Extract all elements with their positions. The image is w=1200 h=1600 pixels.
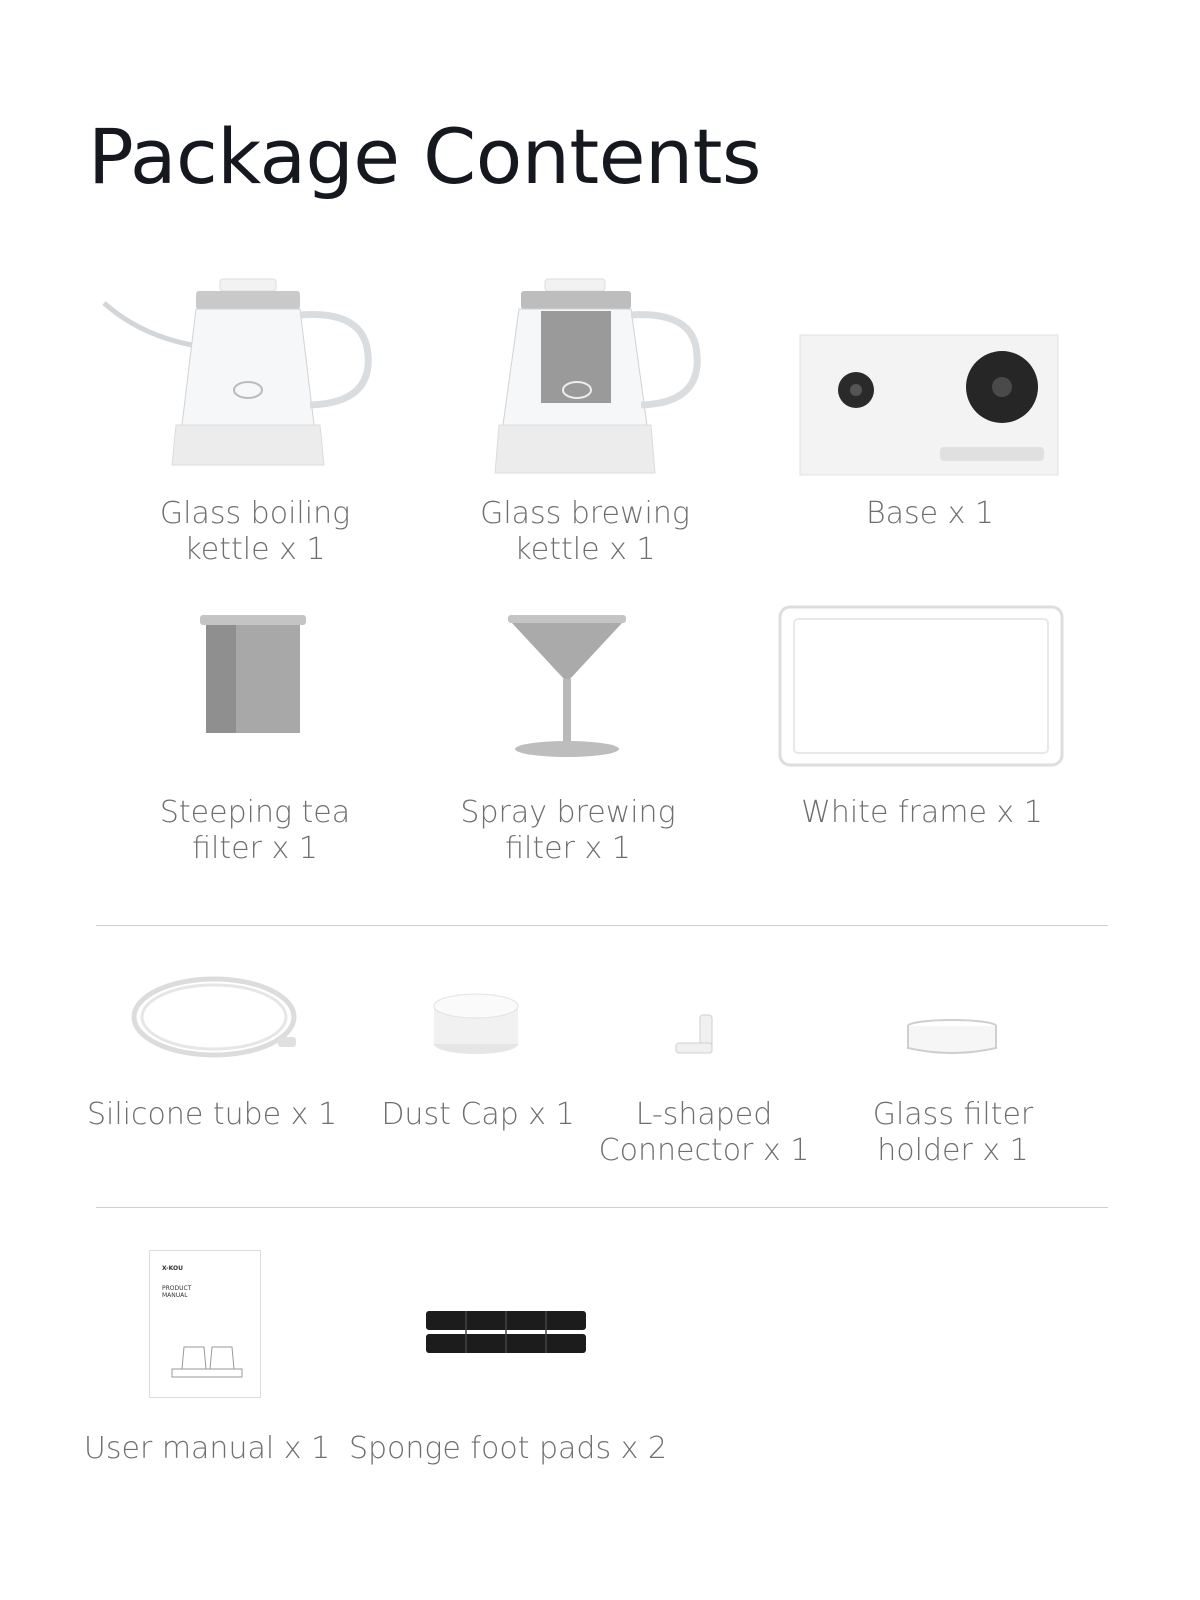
glass-filter-holder-image	[906, 1018, 998, 1058]
label-steeping-tea-filter: Steeping tea filter x 1	[159, 795, 351, 866]
manual-line1: PRODUCT	[162, 1285, 192, 1292]
label-glass-brewing-kettle: Glass brewing kettle x 1	[480, 496, 690, 567]
label-white-frame: White frame x 1	[801, 795, 1043, 830]
manual-illustration	[170, 1339, 244, 1381]
label-silicone-tube: Silicone tube x 1	[86, 1097, 338, 1132]
boiling-kettle-image	[100, 275, 380, 480]
spray-filter-image	[508, 615, 626, 759]
label-dust-cap: Dust Cap x 1	[381, 1097, 575, 1132]
divider-1	[96, 925, 1108, 926]
manual-line2: MANUAL	[162, 1292, 188, 1299]
base-image	[800, 335, 1058, 475]
label-glass-filter-holder: Glass filter holder x 1	[872, 1097, 1034, 1168]
divider-2	[96, 1207, 1108, 1208]
label-user-manual: User manual x 1	[83, 1431, 331, 1466]
manual-brand: X-KOU	[162, 1265, 183, 1272]
dust-cap-image	[432, 992, 520, 1056]
user-manual-image	[149, 1250, 261, 1398]
white-frame-image	[778, 605, 1064, 767]
label-sponge-foot-pads: Sponge foot pads x 2	[348, 1431, 668, 1466]
silicone-tube-image	[130, 975, 300, 1065]
sponge-pads-image	[426, 1311, 588, 1355]
l-connector-image	[674, 1015, 718, 1057]
brewing-kettle-image	[495, 275, 705, 480]
label-spray-brewing-filter: Spray brewing filter x 1	[460, 795, 676, 866]
page-title: Package Contents	[88, 112, 762, 201]
label-glass-boiling-kettle: Glass boiling kettle x 1	[159, 496, 351, 567]
label-base: Base x 1	[865, 496, 995, 531]
label-l-shaped-connector: L-shaped Connector x 1	[598, 1097, 810, 1168]
tea-filter-image	[200, 615, 306, 737]
